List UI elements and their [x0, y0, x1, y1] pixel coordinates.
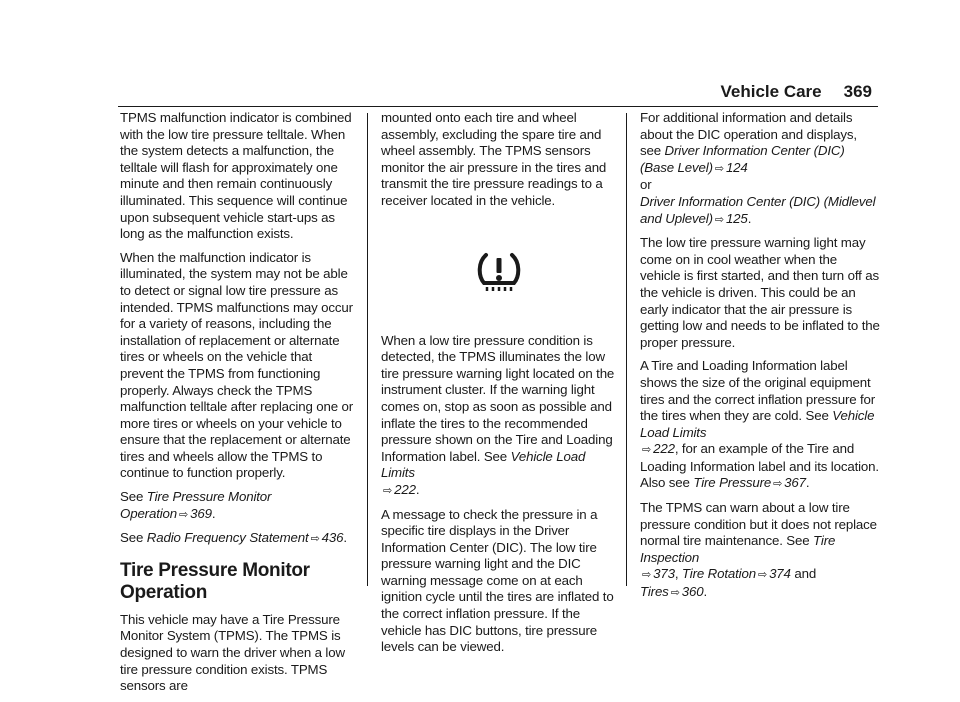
- paragraph: mounted onto each tire and wheel assembly, excluding the spare tire and wheel assembly. The TPMS sensors monitor the air pressure in the tires and transmit the tire pressure readings to a receiver located in the vehicle.: [381, 110, 607, 208]
- page-arrow-icon: ⇨: [714, 213, 724, 226]
- cross-reference-link[interactable]: Driver Information Center (DIC) (Midlevel and Uplevel): [640, 193, 876, 226]
- paragraph: TPMS malfunction indicator is combined with the low tire pressure telltale. When the system detects a malfunction, the telltale will flash for approximately one minute and then remain continuously illuminated. This sequence will continue upon subsequent vehicle start-ups as long as the malfunction exists.: [120, 110, 352, 242]
- tpms-icon-container: [381, 217, 617, 327]
- paragraph: The low tire pressure warning light may come on in cool weather when the vehicle is first started, and then turn off as the vehicle is driven. This could be an early indicator that the air pressure is getting low and needs to be inflated to the proper pressure.: [640, 235, 880, 350]
- column-2: [381, 110, 617, 663]
- column-1: [120, 110, 358, 702]
- column-divider-2: [626, 113, 627, 586]
- page-reference[interactable]: 124: [725, 159, 748, 175]
- cross-reference-link[interactable]: Vehicle Load Limits: [381, 448, 586, 481]
- cross-reference-link[interactable]: Tire Rotation: [681, 566, 756, 582]
- paragraph: When a low tire pressure condition is detected, the TPMS illuminates the low tire pressure warning light located on the instrument cluster. If the warning light comes on, stop as soon as possible and inflate the tires to the recommended pressure shown on the Tire and Loading Information label. See Vehicle Load Limits ⇨ 222.: [381, 332, 615, 497]
- cross-reference-link[interactable]: Vehicle Load Limits: [640, 408, 875, 440]
- see-reference: See Tire Pressure Monitor Operation ⇨ 369.: [120, 489, 272, 521]
- cross-reference-link[interactable]: Tire Inspection: [640, 533, 836, 565]
- page-number: 369: [843, 82, 872, 101]
- page-arrow-icon: ⇨: [670, 587, 680, 600]
- cross-reference-link[interactable]: Tires: [640, 584, 669, 600]
- page-reference[interactable]: 222: [394, 481, 416, 497]
- paragraph: The TPMS can warn about a low tire pressure condition but it does not replace normal tire maintenance. See Tire Inspection ⇨ 373, Tire Rotation ⇨ 374 and Tires ⇨ 360.: [640, 500, 877, 600]
- page-arrow-icon: ⇨: [642, 569, 652, 582]
- column-divider-1: [367, 113, 368, 586]
- page-arrow-icon: ⇨: [714, 162, 724, 175]
- see-reference: See Radio Frequency Statement ⇨ 436.: [120, 530, 347, 546]
- page-header: [721, 82, 873, 102]
- cross-reference-link[interactable]: Tire Pressure Monitor Operation: [120, 489, 272, 521]
- page-reference[interactable]: 369: [190, 505, 212, 521]
- cross-reference-link[interactable]: Radio Frequency Statement: [146, 530, 309, 546]
- page-reference[interactable]: 436: [321, 530, 344, 546]
- page-arrow-icon: ⇨: [310, 533, 320, 546]
- page-arrow-icon: ⇨: [757, 569, 768, 582]
- header-rule: [118, 106, 878, 107]
- page-reference[interactable]: 373: [653, 566, 675, 582]
- paragraph: For additional information and details about the DIC operation and displays, see Driver Information Center (DIC) (Base Level) ⇨ 124: [640, 110, 857, 175]
- page-reference[interactable]: 360: [681, 584, 704, 600]
- section-title: Vehicle Care: [720, 82, 822, 101]
- page-arrow-icon: ⇨: [383, 484, 393, 497]
- page-arrow-icon: ⇨: [642, 444, 652, 457]
- section-heading: Tire Pressure Monitor Operation: [120, 559, 310, 603]
- paragraph: Driver Information Center (DIC) (Midlevel and Uplevel) ⇨ 125.: [640, 193, 876, 226]
- column-3: [640, 110, 880, 609]
- page-reference[interactable]: 367: [784, 475, 806, 491]
- paragraph: A Tire and Loading Information label shows the size of the original equipment tires and the correct inflation pressure for the tires when they are cold. See Vehicle Load Limits ⇨ 222, for an example of the Tire and Loading Information label and its location. Also see Tire Pressure ⇨ 367.: [640, 358, 879, 491]
- cross-reference-link[interactable]: Driver Information Center (DIC) (Base Level): [640, 143, 845, 175]
- page-arrow-icon: ⇨: [773, 478, 783, 491]
- paragraph: When the malfunction indicator is illuminated, the system may not be able to detect or signal low tire pressure as intended. TPMS malfunctions may occur for a variety of reasons, including the installation of replacement or alternate tires or wheels on the vehicle that prevent the TPMS from functioning properly. Always check the TPMS malfunction telltale after replacing one or more tires or wheels on your vehicle to ensure that the replacement or alternate tires and wheels allow the TPMS to continue to function properly.: [120, 249, 354, 481]
- page-reference[interactable]: 374: [769, 566, 791, 582]
- paragraph: This vehicle may have a Tire Pressure Monitor System (TPMS). The TPMS is designed to warn the driver when a low tire pressure condition exists. TPMS sensors are: [120, 611, 345, 694]
- page-reference[interactable]: 222: [653, 441, 675, 457]
- low-tire-pressure-warning-icon: [475, 251, 523, 293]
- paragraph-or: or: [640, 177, 652, 193]
- page-reference[interactable]: 125: [725, 210, 748, 226]
- page-arrow-icon: ⇨: [179, 508, 189, 521]
- paragraph: A message to check the pressure in a specific tire displays in the Driver Information Center (DIC). The low tire pressure warning light and the DIC warning message come on at each ignition cycle until the tires are inflated to the correct inflation pressure. If the vehicle has DIC buttons, tire pressure levels can be viewed.: [381, 506, 614, 655]
- cross-reference-link[interactable]: Tire Pressure: [693, 475, 772, 491]
